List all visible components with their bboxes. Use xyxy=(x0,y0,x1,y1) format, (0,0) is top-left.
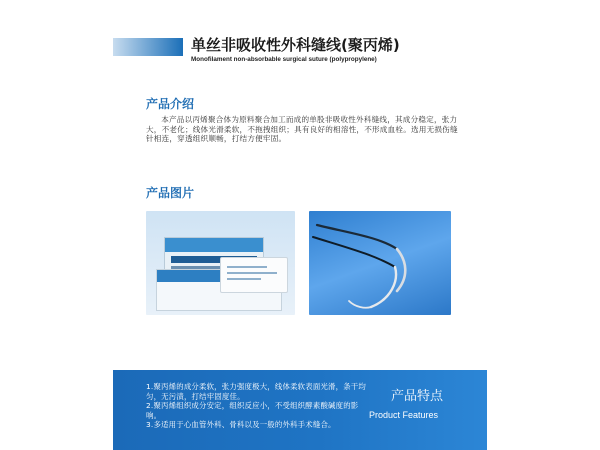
feature-item: 1.聚丙烯的成分柔软，张力强度极大，线体柔软表面光滑，条干均匀，无污渍，打结牢固度佳。 xyxy=(146,382,366,401)
suture-packet xyxy=(220,257,288,293)
product-sheet xyxy=(113,0,487,450)
suture-needle-icon xyxy=(309,211,451,315)
features-list xyxy=(146,382,366,430)
page-subtitle: Monofilament non-absorbable surgical suture (polypropylene) xyxy=(191,56,377,63)
feature-item: 3.多适用于心血管外科、骨科以及一般的外科手术缝合。 xyxy=(146,420,336,430)
intro-paragraph: 本产品以丙烯聚合体为原料聚合加工而成的单股非吸收性外科缝线，其成分稳定，张力大，不老化；线体光滑柔软，不拖拽组织；具有良好的相溶性，不形成血栓。选用无损伤缝针相连，穿透组织顺畅，打结方便牢固。 xyxy=(146,115,458,143)
product-box-photo xyxy=(146,211,295,315)
features-title-en: Product Features xyxy=(369,410,439,420)
page-title: 单丝非吸收性外科缝线(聚丙烯) xyxy=(191,36,400,54)
suture-needle-photo xyxy=(309,211,451,315)
pictures-heading: 产品图片 xyxy=(146,186,195,200)
intro-heading: 产品介绍 xyxy=(146,97,195,111)
feature-item: 2.聚丙烯组织成分安定，组织反应小，不受组织酵素酸碱度的影响。 xyxy=(146,401,359,420)
title-accent-bar xyxy=(113,38,183,56)
features-title: 产品特点 xyxy=(391,389,444,404)
